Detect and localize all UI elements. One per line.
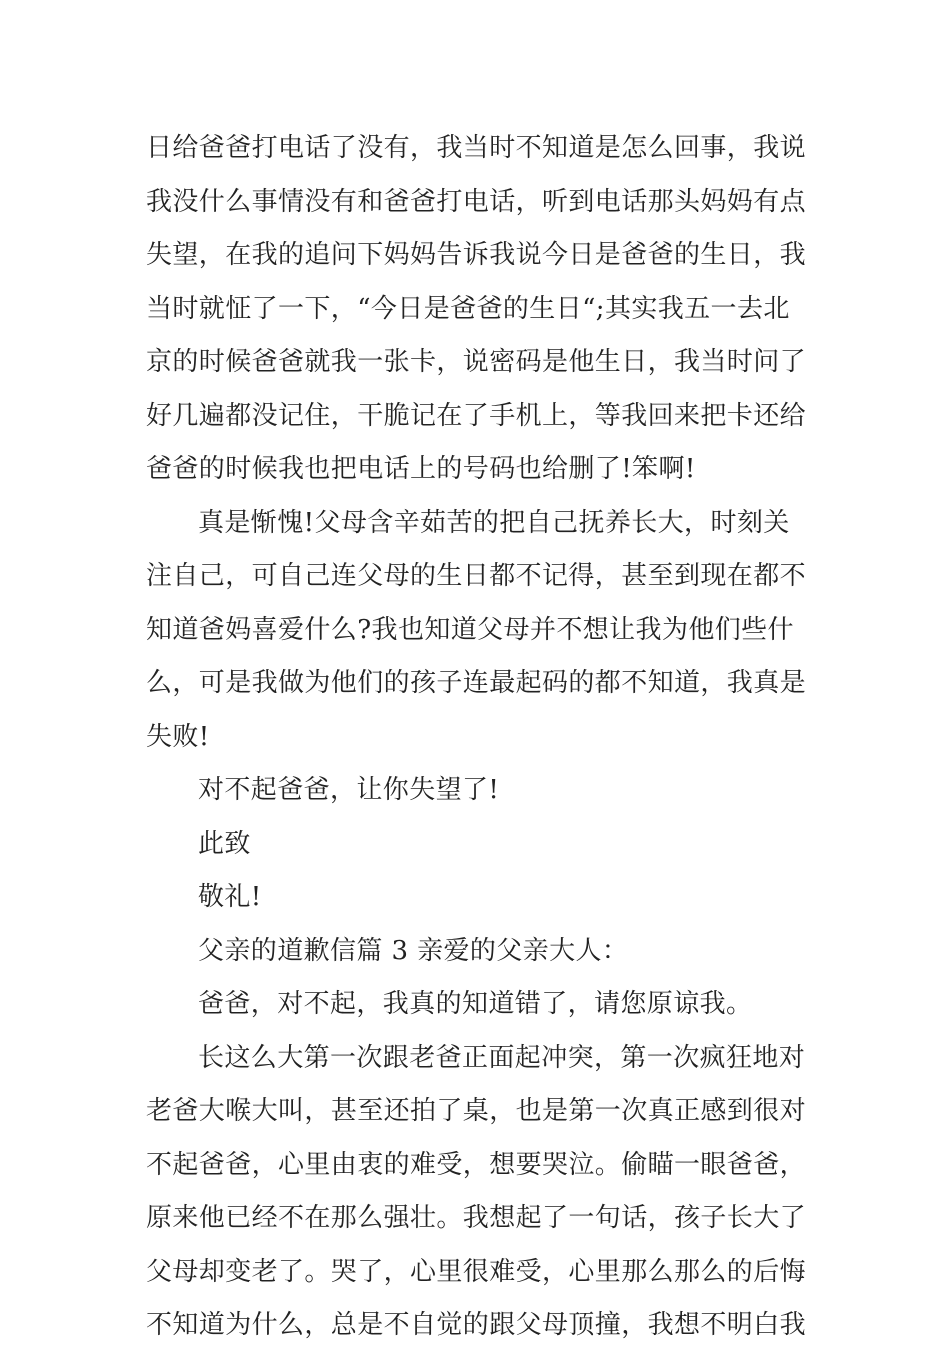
paragraph-shame: 真是惭愧!父母含辛茹苦的把自己抚养长大，时刻关注自己，可自己连父母的生日都不记得，甚至到现在都不知道爸妈喜爱什么?我也知道父母并不想让我为他们些什么，可是我做为他们的孩子连最起码的都不知道，我真是失败! [146,507,807,752]
closing-regards: 敬礼! [198,882,262,912]
closing-salutation: 此致 [198,828,251,859]
paragraph-conflict: 长这么大第一次跟老爸正面起冲突，第一次疯狂地对老爸大喉大叫，甚至还拍了桌，也是第一次真正感到很对不起爸爸，心里由衷的难受，想要哭泣。偷瞄一眼爸爸，原来他已经不在那么强壮。我想起了一句话，孩子长大了父母却变老了。哭了，心里很难受，心里那么那么的后悔不知道为什么，总是不自觉的跟父母顶撞，我想不明白我 [146,1042,807,1340]
paragraph-apology-line: 对不起爸爸，让你失望了! [198,775,500,805]
paragraph-continuation: 日给爸爸打电话了没有，我当时不知道是怎么回事，我说我没什么事情没有和爸爸打电话，听到电话那头妈妈有点失望，在我的追问下妈妈告诉我说今日是爸爸的生日，我当时就怔了一下，“今日是爸爸的生日“;其实我五一去北京的时候爸爸就我一张卡，说密码是他生日，我当时问了好几遍都没记住，干脆记在了手机上，等我回来把卡还给爸爸的时候我也把电话上的号码也给删了!笨啊! [146,133,807,484]
paragraph-opening: 爸爸，对不起，我真的知道错了，请您原谅我。 [198,989,753,1019]
document-body [146,122,808,1353]
letter-heading: 父亲的道歉信篇 3 亲爱的父亲大人： [198,935,629,966]
